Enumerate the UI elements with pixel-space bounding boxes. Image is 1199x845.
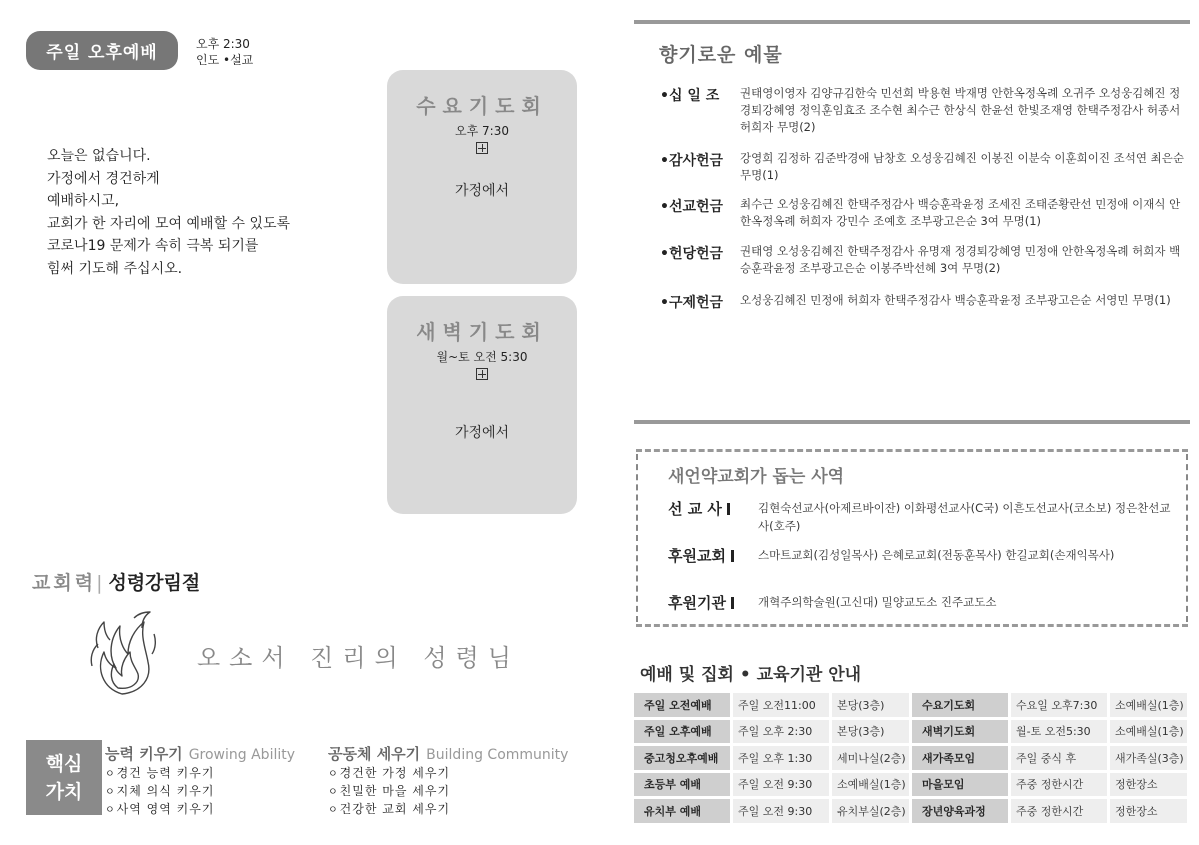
wednesday-prayer-card [387,70,577,284]
section-divider [634,20,1190,24]
dawn-prayer-card [387,296,577,514]
schedule-cell: 월-토 오전5:30 [1011,720,1110,744]
offering-row [660,196,1185,230]
church-calendar-subtitle: 오소서 진리의 성령님 [197,644,520,672]
schedule-cell: 수요기도회 [912,693,1011,717]
schedule-cell: 유치부실(2층) [832,799,912,823]
message-line: 예배하시고, [47,193,120,209]
pm-service-title: 주일 오후예배 [26,31,178,70]
core-value-community [328,744,568,819]
mission-label: 선 교 사 [668,498,758,535]
wed-prayer-title: 수요기도회 [416,94,548,118]
mission-row [668,545,1178,566]
message-line: 힘써 기도해 주십시오. [47,260,183,277]
mission-value: 스마트교회(김성일목사) 은혜로교회(전동훈목사) 한길교회(손재익목사) [758,548,1115,562]
core-value-item: ㅇ 친밀한 마을 세우기 [328,783,568,801]
mission-value: 개혁주의학술원(고신대) 밀양교도소 진주교도소 [758,595,997,609]
offering-label: •십 일 조 [660,88,720,104]
cross-box-icon [476,142,488,154]
offering-row [660,292,1185,312]
schedule-cell: 중고청오후예배 [634,746,733,770]
offering-names: 강영희 김정하 김준박경애 남창호 오성웅김혜진 이봉진 이분숙 이훈희이진 조석연 최은순 무명(1) [740,151,1184,182]
message-line: 오늘은 없습니다. [47,148,151,164]
core-badge-line: 가치 [45,780,83,803]
schedule-title: 예배 및 집회 • 교육기관 안내 [640,665,862,685]
dawn-prayer-title: 새벽기도회 [416,320,548,344]
core-value-title: 능력 키우기 [105,745,183,763]
core-value-item: ㅇ 사역 영역 키우기 [105,801,295,819]
flame-icon [88,608,158,698]
schedule-cell: 세미나실(2층) [832,746,912,770]
schedule-cell: 장년양육과정 [912,799,1011,823]
core-value-ability [105,744,295,819]
schedule-cell: 유치부 예배 [634,799,733,823]
schedule-cell: 주일 오후예배 [634,720,733,744]
offering-label: •구제헌금 [660,295,724,311]
schedule-cell: 주일 오전 9:30 [733,773,832,797]
offering-label: •헌당헌금 [660,246,724,262]
wed-prayer-place: 가정에서 [454,183,510,199]
table-row [634,773,1190,797]
core-value-title: 공동체 세우기 [328,745,421,763]
schedule-cell: 초등부 예배 [634,773,733,797]
offerings-title: 향기로운 예물 [659,44,783,66]
schedule-cell: 주일 오후 2:30 [733,720,832,744]
table-row [634,720,1190,744]
church-calendar-label: 교회력 [32,572,97,594]
table-row [634,799,1190,823]
core-value-english: Building Community [426,747,569,763]
pm-service-leader: 인도 •설교 [196,53,254,67]
core-badge-line: 핵심 [45,752,83,775]
schedule-cell: 주일 오후 1:30 [733,746,832,770]
schedule-cell: 새가족실(3층) [1110,746,1190,770]
section-divider [634,420,1190,424]
offering-row [660,150,1185,184]
core-value-item: ㅇ 지체 의식 키우기 [105,783,295,801]
schedule-table [634,690,1190,826]
schedule-cell: 주일 중식 후 [1011,746,1110,770]
schedule-cell: 본당(3층) [832,720,912,744]
schedule-cell: 수요일 오후7:30 [1011,693,1110,717]
pm-service-info [196,36,253,68]
schedule-cell: 정한장소 [1110,799,1190,823]
mission-row [668,498,1178,535]
schedule-cell: 소예배실(1층) [1110,693,1190,717]
wed-prayer-time: 오후 7:30 [455,124,509,138]
schedule-cell: 주일 오전11:00 [733,693,832,717]
missions-title: 새언약교회가 돕는 사역 [668,467,845,487]
core-value-item: ㅇ 건강한 교회 세우기 [328,801,568,819]
church-calendar-heading: 교회력| 성령강림절 [32,572,201,594]
offering-row [660,243,1185,277]
schedule-cell: 소예배실(1층) [1110,720,1190,744]
mission-value: 김현숙선교사(아제르바이잔) 이화평선교사(C국) 이흔도선교사(코소보) 정은찬선교사(호주) [758,501,1171,533]
offering-names: 권태영이영자 김양규김한숙 민선희 박용현 박재명 안한옥정옥례 오귀주 오성웅김혜진 정경퇴강혜영 정익훈임효조 조수현 최수근 한상식 한윤선 한빛조재영 한택주정감사 허종서 허희자 무명(2) [740,86,1181,134]
mission-label: 후원기관 [668,592,758,613]
message-line: 가정에서 경건하게 [47,170,160,187]
schedule-cell: 본당(3층) [832,693,912,717]
message-line: 교회가 한 자리에 모여 예배할 수 있도록 [47,215,291,232]
offering-names: 최수근 오성웅김혜진 한택주정감사 백승훈곽윤정 조세진 조태준황란선 민정애 이재식 안한옥정옥례 허희자 강민수 조예호 조부광고은순 3여 무명(1) [740,197,1181,228]
offering-label: •감사헌금 [660,153,724,169]
schedule-cell: 마을모임 [912,773,1011,797]
message-line: 코로나19 문제가 속히 극복 되기를 [47,238,259,254]
table-row [634,693,1190,717]
mission-row [668,592,1178,613]
offering-row [660,85,1185,136]
core-value-english: Growing Ability [188,747,296,763]
core-values-badge [26,740,102,815]
schedule-cell: 새가족모임 [912,746,1011,770]
offering-names: 권태영 오성웅김혜진 한택주정감사 유명재 정경퇴강혜영 민정애 안한옥정옥례 허희자 백승훈곽윤정 조부광고은순 이봉주박선혜 3여 무명(2) [740,244,1181,275]
table-row [634,746,1190,770]
schedule-cell: 주중 정한시간 [1011,799,1110,823]
cross-box-icon [476,368,488,380]
schedule-cell: 정한장소 [1110,773,1190,797]
schedule-cell: 새벽기도회 [912,720,1011,744]
mission-label: 후원교회 [668,545,758,566]
notice-message [47,145,290,280]
dawn-prayer-place: 가정에서 [454,425,510,441]
offering-label: •선교헌금 [660,199,724,215]
schedule-cell: 주일 오전예배 [634,693,733,717]
church-calendar-season: 성령강림절 [108,572,201,594]
schedule-cell: 소예배실(1층) [832,773,912,797]
schedule-cell: 주일 오전 9:30 [733,799,832,823]
dawn-prayer-time: 월~토 오전 5:30 [436,350,528,364]
offering-names: 오성웅김혜진 민정애 허희자 한택주정감사 백승훈곽윤정 조부광고은순 서영민 무명(1) [740,293,1171,307]
core-value-item: ㅇ 경건한 가정 세우기 [328,765,568,783]
schedule-cell: 주중 정한시간 [1011,773,1110,797]
core-value-item: ㅇ 경건 능력 키우기 [105,765,295,783]
pm-service-time: 오후 2:30 [196,37,250,51]
